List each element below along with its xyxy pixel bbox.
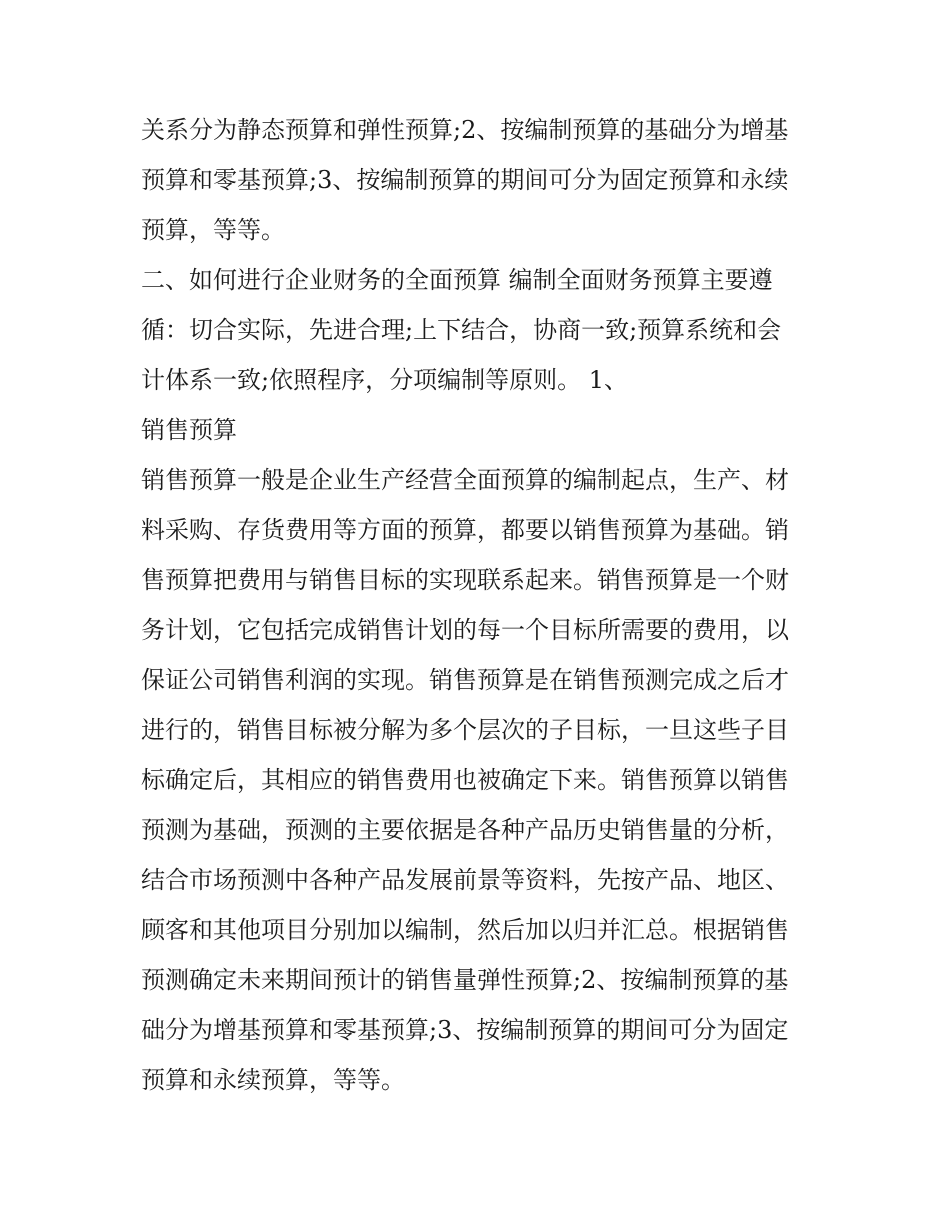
text-line: 售预算把费用与销售目标的实现联系起来。销售预算是一个财 (141, 566, 789, 594)
text-line: 保证公司销售利润的实现。销售预算是在销售预测完成之后才 (141, 666, 789, 694)
text-line: 预算和永续预算，等等。 (141, 1066, 405, 1094)
text-line: 顾客和其他项目分别加以编制，然后加以归并汇总。根据销售 (141, 916, 789, 944)
text-line: 销售预算一般是企业生产经营全面预算的编制起点，生产、材 (141, 466, 789, 494)
text-line: 循：切合实际，先进合理;上下结合，协商一致;预算系统和会 (141, 316, 782, 344)
text-line: 预算，等等。 (141, 216, 285, 244)
text-line: 务计划，它包括完成销售计划的每一个目标所需要的费用，以 (141, 616, 789, 644)
text-line: 预测确定未来期间预计的销售量弹性预算;2、按编制预算的基 (141, 966, 789, 994)
text-line: 标确定后，其相应的销售费用也被确定下来。销售预算以销售 (141, 766, 789, 794)
text-line: 计体系一致;依照程序，分项编制等原则。 1、 (141, 366, 628, 394)
section-heading-line: 二、如何进行企业财务的全面预算 编制全面财务预算主要遵 (141, 266, 773, 294)
subheading-sales-budget: 销售预算 (141, 416, 237, 444)
text-line: 预测为基础，预测的主要依据是各种产品历史销售量的分析， (141, 816, 789, 844)
text-line: 关系分为静态预算和弹性预算;2、按编制预算的基础分为增基 (141, 116, 789, 144)
text-line: 进行的，销售目标被分解为多个层次的子目标，一旦这些子目 (141, 716, 789, 744)
text-line: 结合市场预测中各种产品发展前景等资料，先按产品、地区、 (141, 866, 789, 894)
text-line: 料采购、存货费用等方面的预算，都要以销售预算为基础。销 (141, 516, 789, 544)
text-line: 预算和零基预算;3、按编制预算的期间可分为固定预算和永续 (141, 166, 789, 194)
text-line: 础分为增基预算和零基预算;3、按编制预算的期间可分为固定 (141, 1016, 789, 1044)
